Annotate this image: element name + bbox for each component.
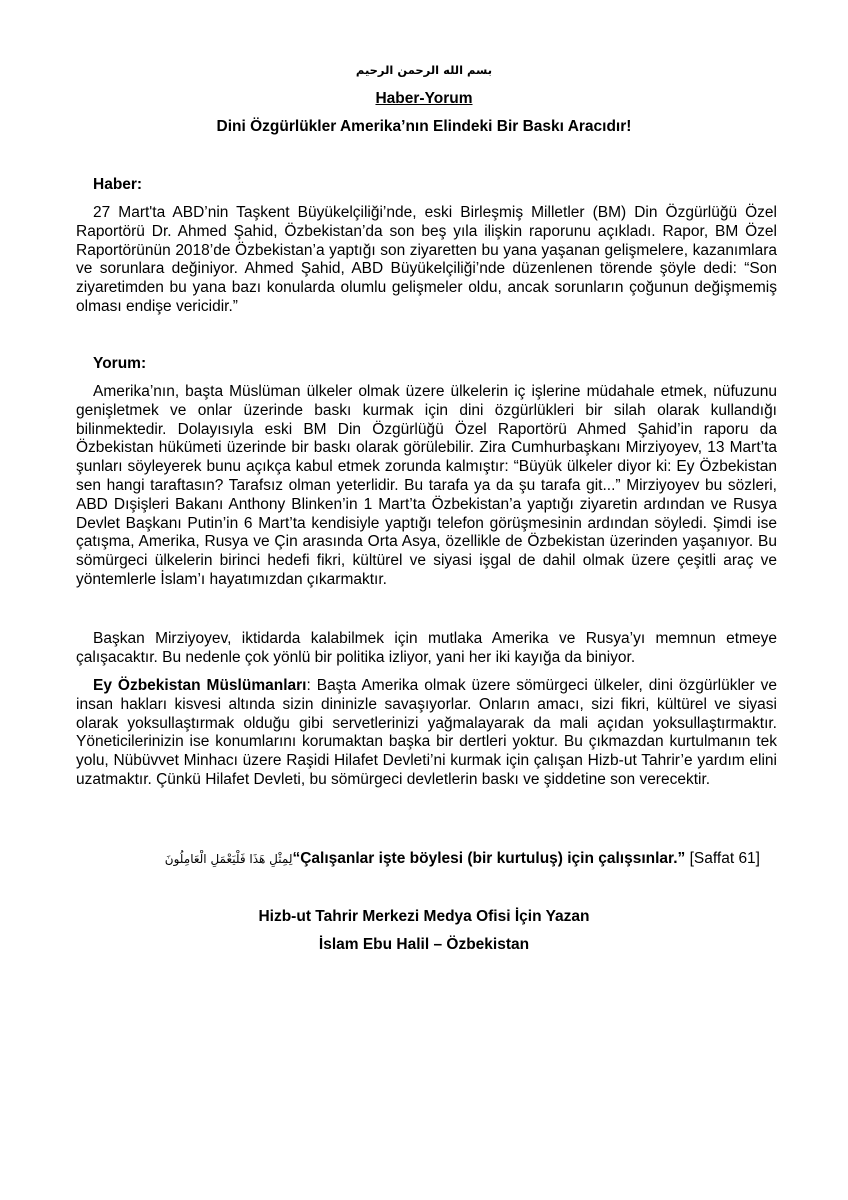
comment-paragraph-1: Amerika’nın, başta Müslüman ülkeler olmak üzere ülkelerin iç işlerine müdahale etmek, nüfuzunu genişletmek ve onlar üzerinde baskı kurmak için dini özgürlükleri bir silah olarak kullandığı bilinmektedir. Dolayısıyla eski BM Din Özgürlüğü Özel Raportörü Ahmed Şahid’in raporu da Özbekistan hükümeti üzerinde bir baskı olarak görülebilir. Zira Cumhurbaşkanı Mirziyoyev, 13 Mart’ta şunları söyleyerek bunu açıkça kabul etmek zorunda kalmıştır: “Büyük ülkeler diyor ki: Ey Özbekistan sen hangi taraftasın? Tarafsız olman yeterlidir. Bu tarafa ya da şu tarafa git...” Mirziyoyev bu sözleri, ABD Dışişleri Bakanı Anthony Blinken’in 1 Mart’ta Özbekistan’a yaptığı ziyaretin ardından ve Rusya Devlet Başkanı Putin’in 6 Mart’ta kendisiyle yaptığı telefon görüşmesinin ardından söyledi. Şimdi ise çatışma, Amerika, Rusya ve Çin arasında Orta Asya, özellikle de Özbekistan üzerinden yaşanıyor. Bu sömürgeci ülkelerin birinci hedefi fikri, kültürel ve siyasi işgal de dahil olmak üzere çeşitli araç ve yöntemlerle İslam’ı hayatımızdan çıkarmaktır.	[76, 383, 777, 588]
page-title: Haber-Yorum	[375, 90, 473, 107]
article-headline: Dini Özgürlükler Amerika’nın Elindeki Bir Baskı Aracıdır!	[216, 118, 632, 135]
verse-quote	[60, 850, 760, 868]
verse-reference: [Saffat 61]	[689, 850, 760, 867]
comment-paragraph-3	[76, 677, 777, 790]
verse-arabic: لِمِثْلِ هَذَا فَلْيَعْمَلِ الْعَامِلُونَ	[164, 852, 293, 866]
signature-line-2: İslam Ebu Halil – Özbekistan	[318, 936, 530, 953]
verse-translation: “Çalışanlar işte böylesi (bir kurtuluş) için çalışsınlar.”	[292, 850, 686, 867]
bismillah: بسم الله الرحمن الرحيم	[355, 63, 493, 77]
news-label: Haber:	[93, 176, 143, 193]
news-paragraph: 27 Mart'ta ABD’nin Taşkent Büyükelçiliği’nde, eski Birleşmiş Milletler (BM) Din Özgürlüğü Özel Raportörü Dr. Ahmed Şahid, Özbekistan’da son beş yıla ilişkin raporunu açıkladı. Rapor, BM Özel Raportörünün 2018’de Özbekistan’a yaptığı son ziyaretten bu yana yaşanan gelişmelere, kazanımlara ve sorunlara değiniyor. Ahmed Şahid, ABD Büyükelçiliği’nde düzenlenen törende şöyle dedi: “Son ziyaretimden bu yana bazı konularda olumlu gelişmeler oldu, ancak sorunların çoğunun değişmemiş olması endişe vericidir.”	[76, 204, 777, 315]
comment-paragraph-2: Başkan Mirziyoyev, iktidarda kalabilmek için mutlaka Amerika ve Rusya’yı memnun etmeye çalışacaktır. Bu nedenle çok yönlü bir politika izliyor, yani her iki kayığa da biniyor.	[76, 630, 777, 666]
comment-label: Yorum:	[93, 355, 147, 372]
appeal-text: : Başta Amerika olmak üzere sömürgeci ülkeler, dini özgürlükler ve insan hakları kisvesi altında sizin dininizle savaşıyorlar. Onların amacı, sizi fikri, kültürel ve siyasi olarak yoksullaştırmak olduğu gibi servetlerinizi yağmalayarak da mali açıdan yoksullaştırmaktır. Yöneticilerinizin ise konumlarını korumaktan başka bir dertleri yoktur. Bu çıkmazdan kurtulmanın tek yolu, Nübüvvet Minhacı üzere Raşidi Hilafet Devleti’ni kurmak için çalışan Hizb-ut Tahrir’e yardım elini uzatmaktır. Çünkü Hilafet Devleti, bu sömürgeci devletlerin baskı ve şiddetine son verecektir.	[76, 677, 777, 788]
appeal-lead: Ey Özbekistan Müslümanları	[93, 677, 307, 694]
signature-line-1: Hizb-ut Tahrir Merkezi Medya Ofisi İçin Yazan	[258, 908, 590, 925]
